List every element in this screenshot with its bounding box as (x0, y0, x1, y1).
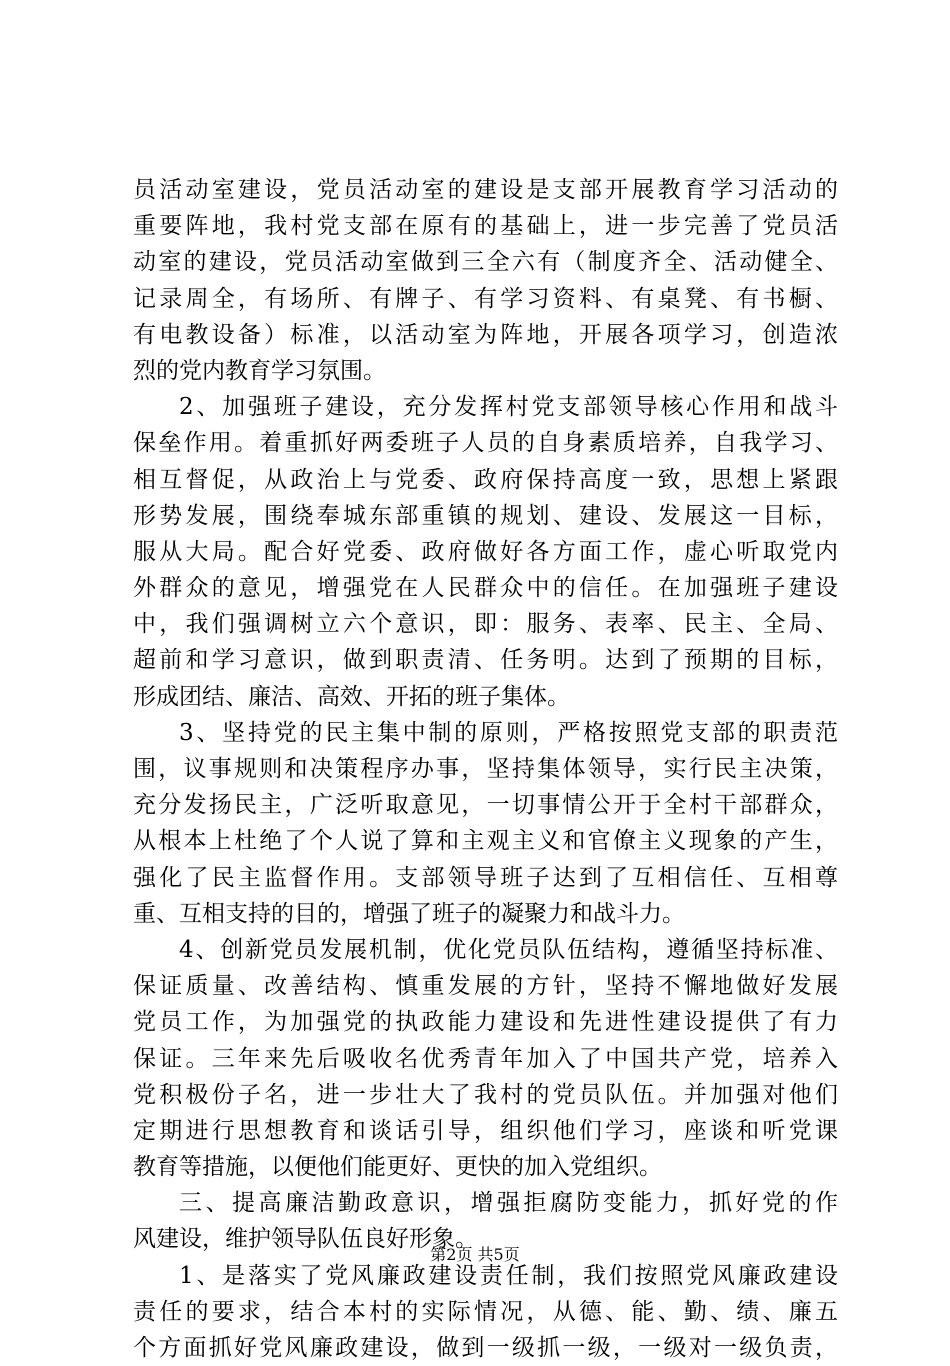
text-line: 超前和学习意识，做到职责清、任务明。达到了预期的目标， (133, 647, 838, 674)
text-line: 保垒作用。着重抓好两委班子人员的自身素质培养，自我学习、 (133, 430, 838, 457)
page-number-footer: 第2页 共5页 (430, 1245, 520, 1264)
text-line: 中，我们强调树立六个意识，即：服务、表率、民主、全局、 (133, 611, 838, 638)
text-line: 保证。三年来先后吸收名优秀青年加入了中国共产党，培养入 (133, 1045, 838, 1072)
text-line: 服从大局。配合好党委、政府做好各方面工作，虚心听取党内 (133, 538, 838, 565)
paragraph-start-line: 3、坚持党的民主集中制的原则，严格按照党支部的职责范 (179, 719, 838, 746)
text-line: 外群众的意见，增强党在人民群众中的信任。在加强班子建设 (133, 575, 838, 602)
text-line: 动室的建设，党员活动室做到三全六有（制度齐全、活动健全、 (133, 249, 838, 276)
text-line: 员活动室建设，党员活动室的建设是支部开展教育学习活动的 (133, 177, 838, 203)
text-line: 重、互相支持的目的，增强了班子的凝聚力和战斗力。 (133, 900, 685, 927)
text-line: 保证质量、改善结构、慎重发展的方针，坚持不懈地做好发展 (133, 973, 838, 1000)
text-line: 烈的党内教育学习氛围。 (133, 357, 386, 384)
document-body (133, 172, 838, 1366)
text-line: 责任的要求，结合本村的实际情况，从德、能、勤、绩、廉五 (133, 1298, 838, 1325)
paragraph-start-line: 4、创新党员发展机制，优化党员队伍结构，遵循坚持标准、 (179, 936, 838, 963)
text-line: 个方面抓好党风廉政建设，做到一级抓一级，一级对一级负责， (133, 1335, 838, 1361)
text-line: 强化了民主监督作用。支部领导班子达到了互相信任、互相尊 (133, 864, 838, 891)
text-line: 形成团结、廉洁、高效、开拓的班子集体。 (133, 683, 570, 710)
text-line: 重要阵地，我村党支部在原有的基础上，进一步完善了党员活 (133, 213, 838, 240)
text-line: 从根本上杜绝了个人说了算和主观主义和官僚主义现象的产生， (133, 828, 838, 855)
text-line: 围，议事规则和决策程序办事，坚持集体领导，实行民主决策， (133, 756, 838, 782)
text-line: 相互督促，从政治上与党委、政府保持高度一致，思想上紧跟 (133, 466, 838, 493)
paragraph-start-line: 1、是落实了党风廉政建设责任制，我们按照党风廉政建设 (179, 1262, 838, 1289)
text-line: 定期进行思想教育和谈话引导，组织他们学习，座谈和听党课 (133, 1117, 838, 1144)
text-line: 充分发扬民主，广泛听取意见，一切事情公开于全村干部群众， (133, 792, 838, 819)
text-line: 形势发展，围绕奉城东部重镇的规划、建设、发展这一目标， (133, 502, 838, 529)
text-line: 有电教设备）标准，以活动室为阵地，开展各项学习，创造浓 (133, 321, 838, 348)
paragraph-start-line: 2、加强班子建设，充分发挥村党支部领导核心作用和战斗 (179, 394, 838, 421)
section-heading-line: 三、提高廉洁勤政意识，增强拒腐防变能力，抓好党的作 (179, 1190, 838, 1217)
text-line: 党积极份子名，进一步壮大了我村的党员队伍。并加强对他们 (133, 1081, 838, 1108)
text-line: 党员工作，为加强党的执政能力建设和先进性建设提供了有力 (133, 1009, 838, 1036)
text-line: 教育等措施，以便他们能更好、更快的加入党组织。 (133, 1154, 662, 1181)
section-heading-line: 风建设，维护领导队伍良好形象。 (133, 1226, 478, 1253)
text-line: 记录周全，有场所、有牌子、有学习资料、有桌凳、有书橱、 (133, 285, 838, 312)
